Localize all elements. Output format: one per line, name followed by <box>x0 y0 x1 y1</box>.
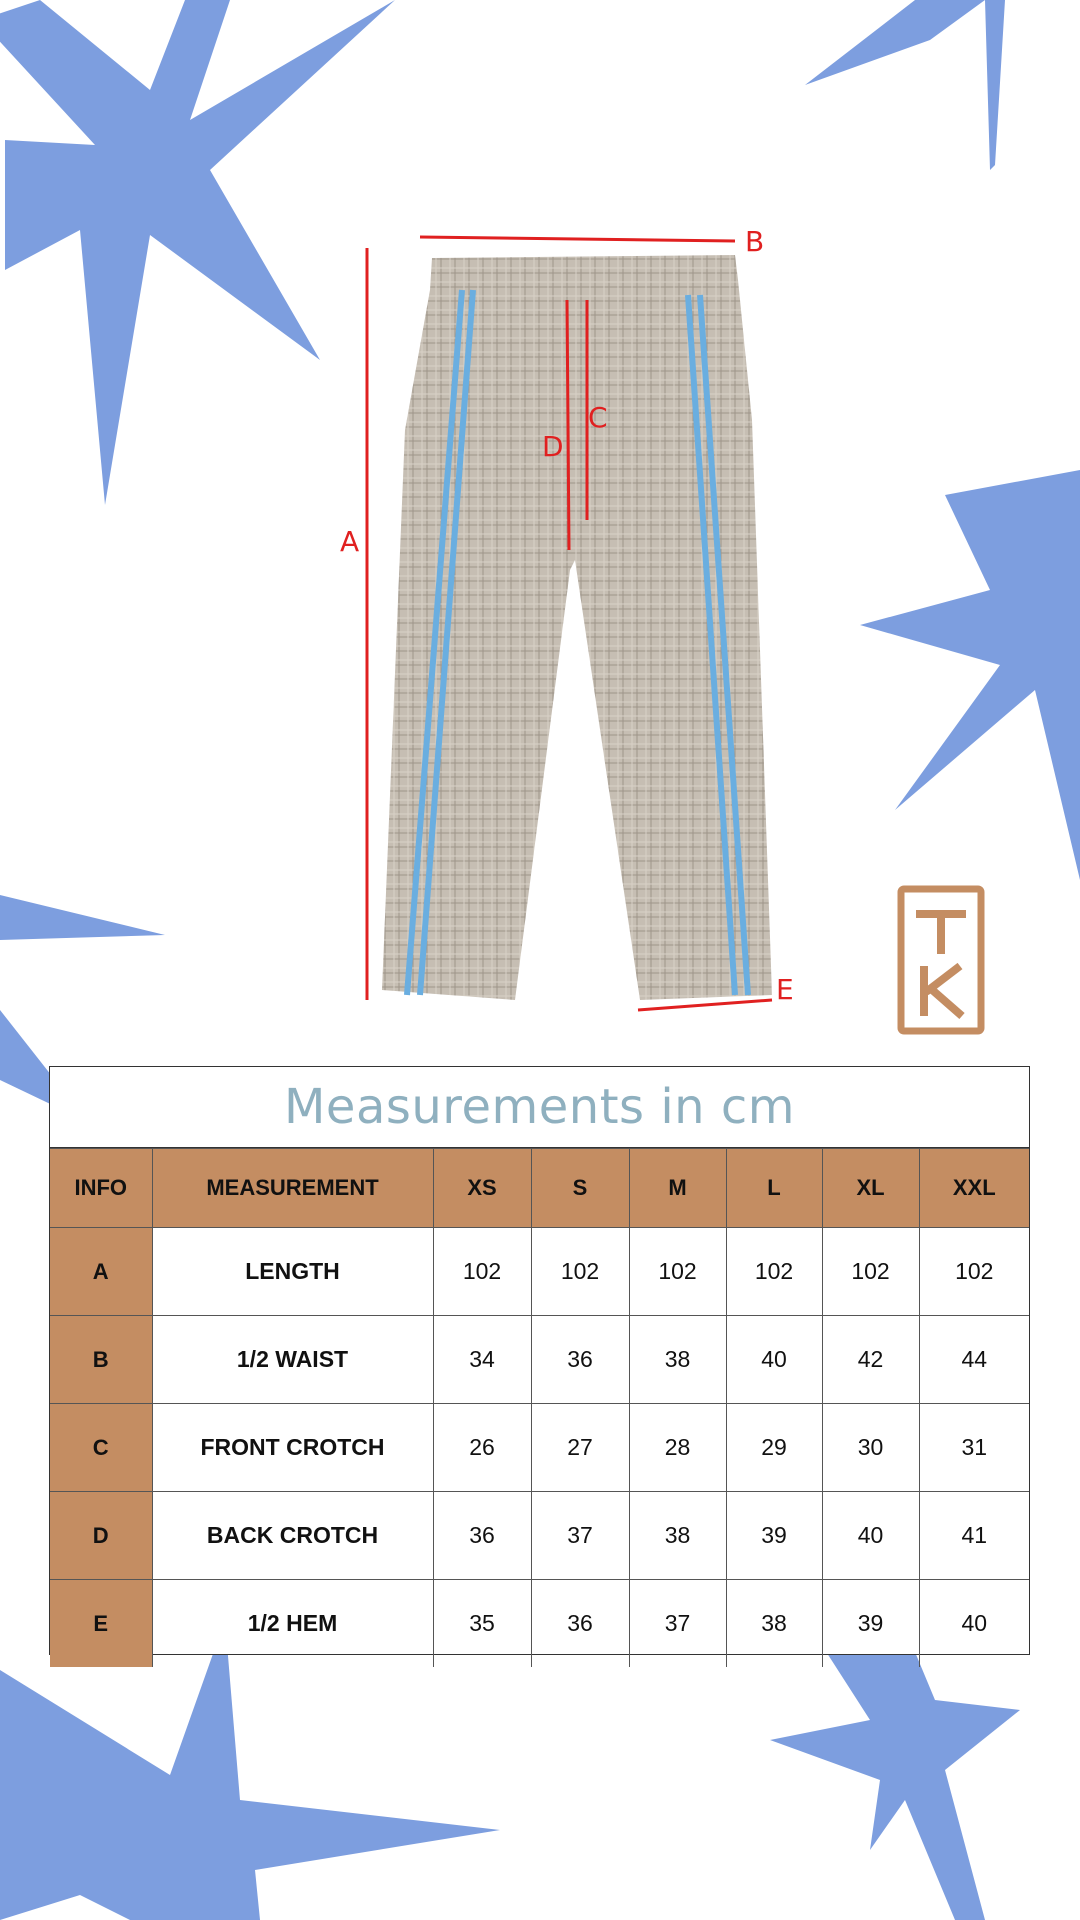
value-xxl: 102 <box>919 1228 1029 1316</box>
value-m: 38 <box>629 1492 726 1580</box>
value-s: 36 <box>531 1316 629 1404</box>
value-xxl: 44 <box>919 1316 1029 1404</box>
value-l: 102 <box>726 1228 822 1316</box>
row-measurement: LENGTH <box>152 1228 433 1316</box>
value-s: 27 <box>531 1404 629 1492</box>
header-xxl: XXL <box>919 1149 1029 1228</box>
size-chart <box>49 1066 1030 1655</box>
row-measurement: 1/2 HEM <box>152 1580 433 1668</box>
row-info: A <box>50 1228 152 1316</box>
row-measurement: FRONT CROTCH <box>152 1404 433 1492</box>
header-xs: XS <box>433 1149 531 1228</box>
value-m: 102 <box>629 1228 726 1316</box>
table-row <box>50 1316 1029 1404</box>
pants-shape <box>382 255 772 1000</box>
value-xl: 42 <box>822 1316 919 1404</box>
value-s: 102 <box>531 1228 629 1316</box>
value-xl: 30 <box>822 1404 919 1492</box>
value-l: 39 <box>726 1492 822 1580</box>
row-info: E <box>50 1580 152 1668</box>
value-xs: 35 <box>433 1580 531 1668</box>
table-row <box>50 1228 1029 1316</box>
value-xxl: 31 <box>919 1404 1029 1492</box>
header-info: INFO <box>50 1149 152 1228</box>
value-s: 37 <box>531 1492 629 1580</box>
value-l: 29 <box>726 1404 822 1492</box>
star-bottom-right <box>770 1640 1020 1920</box>
row-info: B <box>50 1316 152 1404</box>
measure-line-e <box>638 1000 772 1010</box>
header-s: S <box>531 1149 629 1228</box>
table-row <box>50 1492 1029 1580</box>
value-l: 40 <box>726 1316 822 1404</box>
header-m: M <box>629 1149 726 1228</box>
label-b: B <box>745 225 765 258</box>
value-xl: 40 <box>822 1492 919 1580</box>
size-table <box>50 1148 1029 1667</box>
header-xl: XL <box>822 1149 919 1228</box>
value-xs: 36 <box>433 1492 531 1580</box>
measure-line-b <box>420 237 735 241</box>
value-l: 38 <box>726 1580 822 1668</box>
value-s: 36 <box>531 1580 629 1668</box>
value-m: 37 <box>629 1580 726 1668</box>
row-measurement: BACK CROTCH <box>152 1492 433 1580</box>
value-xs: 34 <box>433 1316 531 1404</box>
value-xxl: 40 <box>919 1580 1029 1668</box>
row-measurement: 1/2 WAIST <box>152 1316 433 1404</box>
label-a: A <box>340 525 360 558</box>
size-chart-title: Measurements in cm <box>50 1067 1029 1148</box>
header-measurement: MEASUREMENT <box>152 1149 433 1228</box>
table-row <box>50 1404 1029 1492</box>
value-xl: 39 <box>822 1580 919 1668</box>
table-header-row <box>50 1149 1029 1228</box>
value-xxl: 41 <box>919 1492 1029 1580</box>
label-c: C <box>588 401 608 434</box>
brand-logo-stamp <box>896 884 986 1036</box>
value-xs: 26 <box>433 1404 531 1492</box>
row-info: C <box>50 1404 152 1492</box>
value-m: 38 <box>629 1316 726 1404</box>
value-xl: 102 <box>822 1228 919 1316</box>
table-row <box>50 1580 1029 1668</box>
value-m: 28 <box>629 1404 726 1492</box>
row-info: D <box>50 1492 152 1580</box>
value-xs: 102 <box>433 1228 531 1316</box>
label-d: D <box>542 430 564 463</box>
header-l: L <box>726 1149 822 1228</box>
label-e: E <box>776 973 794 1006</box>
measure-line-d <box>567 300 569 550</box>
